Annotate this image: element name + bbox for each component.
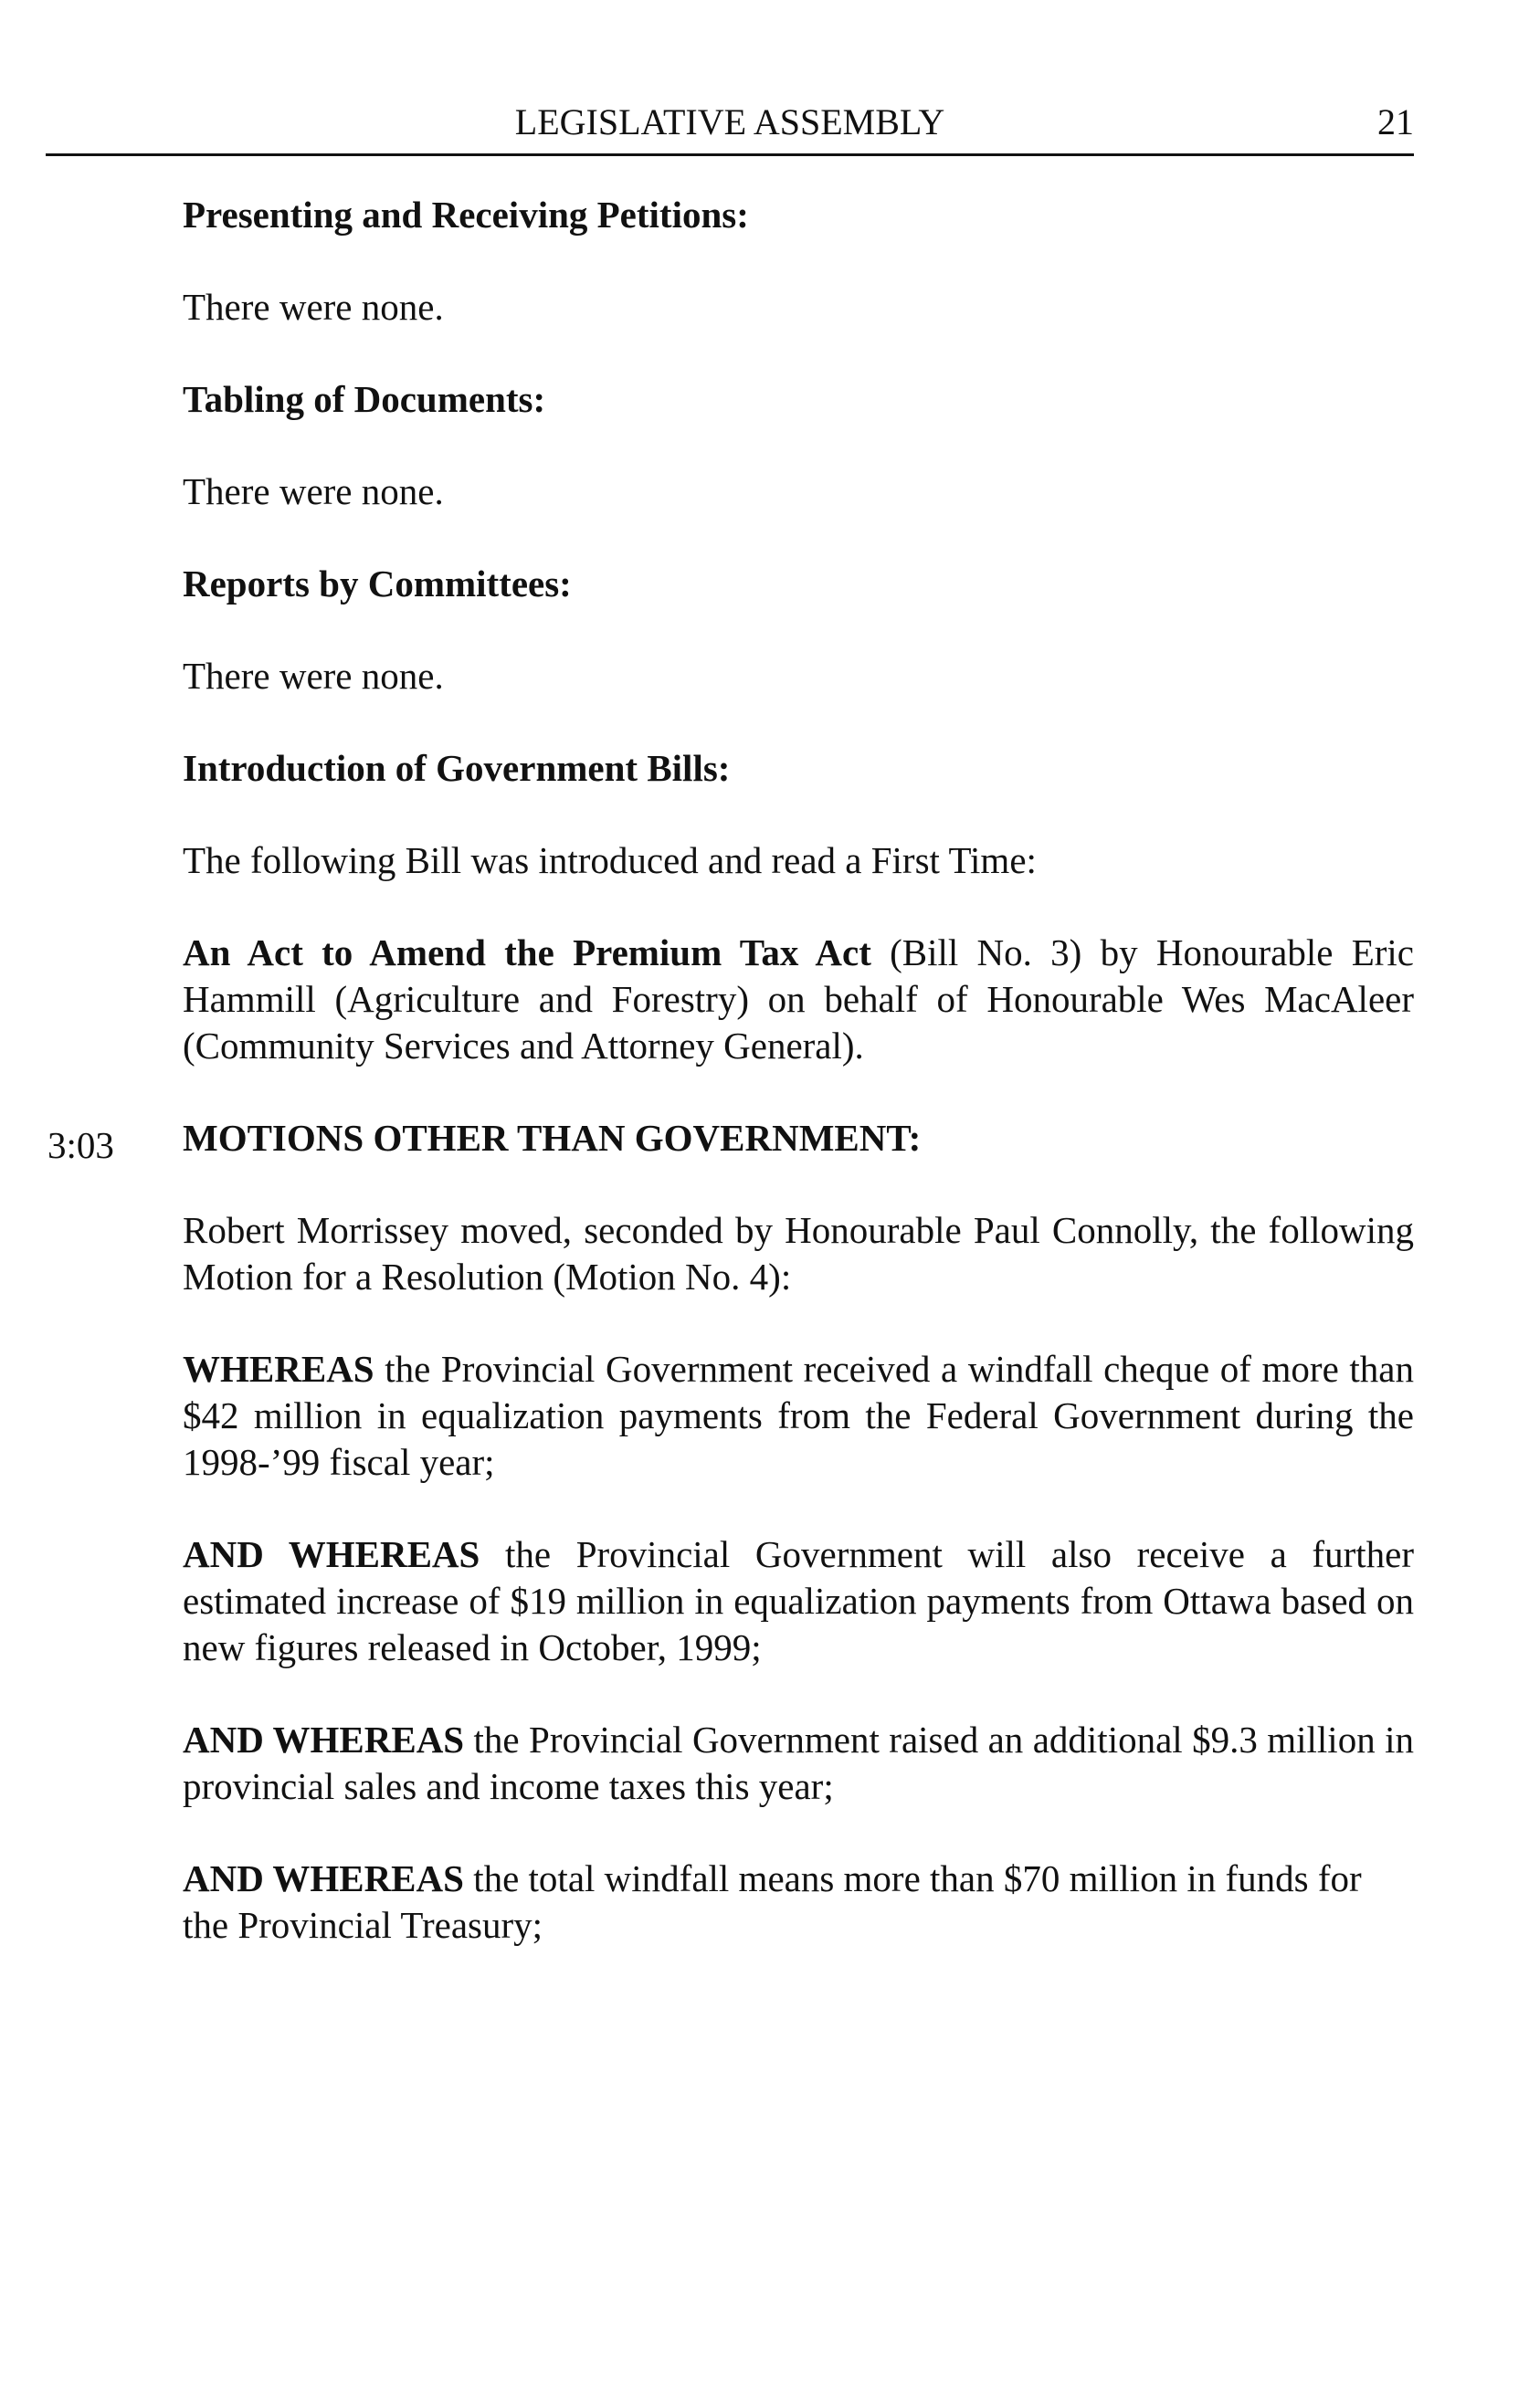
- heading-documents: Tabling of Documents:: [183, 378, 546, 420]
- heading-petitions: Presenting and Receiving Petitions:: [183, 194, 749, 236]
- clause-2: [183, 1531, 1414, 1671]
- clause-3: [183, 1717, 1414, 1810]
- header-title: LEGISLATIVE ASSEMBLY: [514, 101, 945, 142]
- page-number: 21: [1377, 101, 1414, 142]
- clause-lead: AND WHEREAS: [183, 1857, 464, 1899]
- clause-text: the Provincial Government will also receive a further estimated increase of $19 million in equalization payments from Ottawa based on new figures released in October, 1999;: [183, 1533, 1414, 1668]
- bill-paragraph: [183, 930, 1414, 1069]
- heading-motions: MOTIONS OTHER THAN GOVERNMENT:: [183, 1117, 922, 1159]
- clause-text: the total windfall means more than $70 million in funds for the Provincial Treasury;: [183, 1857, 1362, 1946]
- motion-timestamp: 3:03: [47, 1124, 114, 1166]
- clause-4: [183, 1856, 1414, 1949]
- clause-text: the Provincial Government received a windfall cheque of more than $42 million in equalization payments from the Federal Government during the 1998-’99 fiscal year;: [183, 1348, 1414, 1483]
- page-body: [183, 192, 1414, 1994]
- text-committees: There were none.: [183, 655, 444, 697]
- clause-1: [183, 1346, 1414, 1486]
- motion-intro: Robert Morrissey moved, seconded by Honourable Paul Connolly, the following Motion for a Resolution (Motion No. 4):: [183, 1209, 1414, 1298]
- bill-details: (Bill No. 3) by Honourable Eric Hammill (Agriculture and Forestry) on behalf of Honourable Wes MacAleer (Community Services and Attorney General).: [183, 931, 1414, 1067]
- clause-lead: AND WHEREAS: [183, 1719, 465, 1761]
- text-bill-intro: The following Bill was introduced and read a First Time:: [183, 839, 1037, 881]
- clause-lead: AND WHEREAS: [183, 1533, 480, 1575]
- clause-lead: WHEREAS: [183, 1348, 374, 1390]
- heading-committees: Reports by Committees:: [183, 563, 572, 605]
- bill-title: An Act to Amend the Premium Tax Act: [183, 931, 871, 973]
- text-documents: There were none.: [183, 470, 444, 512]
- page-header: [46, 99, 1414, 156]
- heading-government-bills: Introduction of Government Bills:: [183, 747, 731, 789]
- text-petitions: There were none.: [183, 286, 444, 328]
- clause-text: the Provincial Government raised an additional $9.3 million in provincial sales and income taxes this year;: [183, 1719, 1414, 1807]
